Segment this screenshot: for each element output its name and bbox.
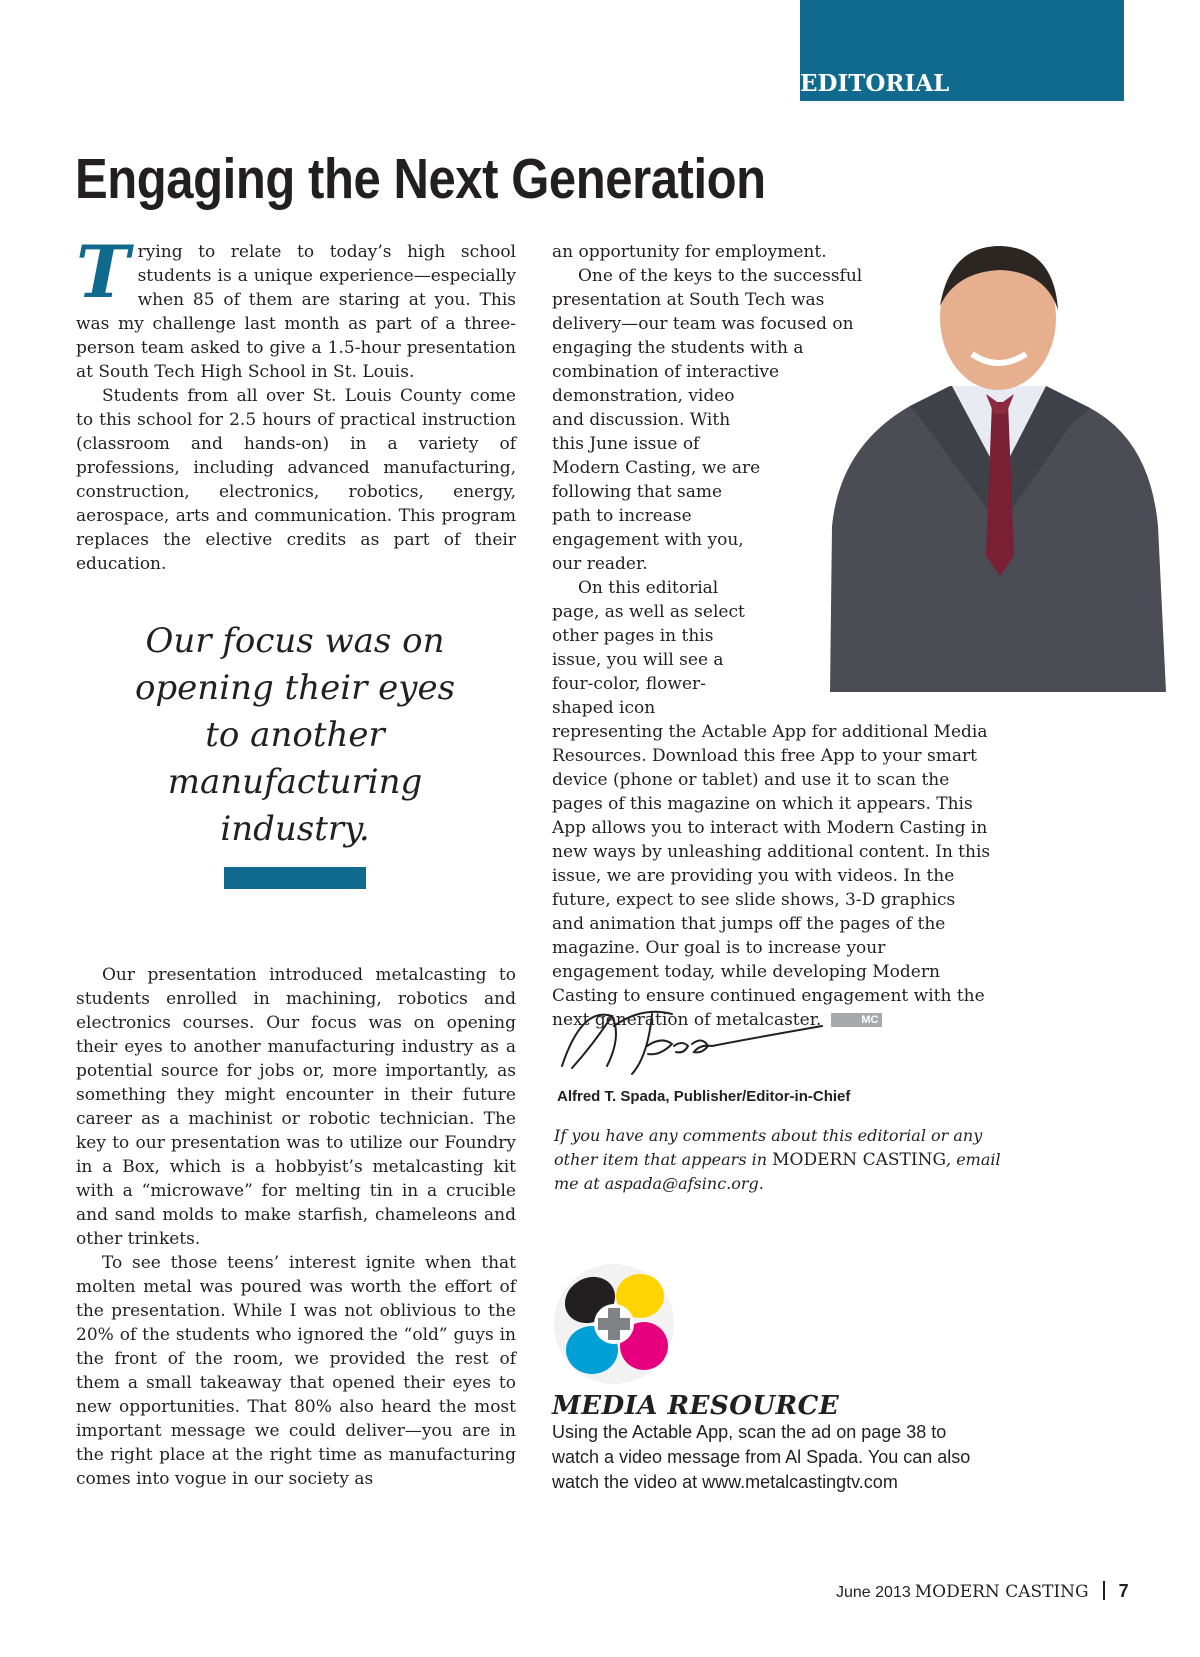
paragraph-6 <box>552 264 992 576</box>
end-mark-badge: MC <box>831 1013 882 1027</box>
comment-note <box>554 1124 1014 1196</box>
comment-magazine: MODERN CASTING <box>772 1150 947 1170</box>
comment-text-2: , email me at aspada@afsinc.org. <box>554 1150 1001 1193</box>
pull-quote: Our focus was on opening their eyes to another manufacturing industry. <box>134 621 456 849</box>
actable-app-icon <box>552 1262 676 1386</box>
column-1-bottom <box>76 963 516 1491</box>
comment-text-1: If you have any comments about this editorial or any other item that appears in <box>554 1126 983 1169</box>
paragraph-5: an opportunity for employment. <box>552 242 827 262</box>
paragraph-7-text: On this editorial page, as well as select other pages in this issue, you will see a four-color, flower-shaped icon representing the Actable App for additional Media Resources. Download this free App to your smart device (phone or tablet) and use it to scan the pages of this magazine on which it appears. This App allows you to interact with Modern Casting in new ways by unleashing additional content. In this issue, we are providing you with videos. In the future, expect to see slide shows, 3-D graphics and animation that jumps off the pages of the magazine. Our goal is to increase your engagement today, while developing Modern Casting to ensure continued engagement with the next generation of metalcaster. <box>552 578 991 1030</box>
column-1-top <box>76 229 516 576</box>
footer-magazine: MODERN CASTING <box>914 1582 1089 1602</box>
page-number: 7 <box>1118 1581 1129 1601</box>
column-2 <box>552 240 992 1032</box>
paragraph-1-text: rying to relate to today’s high school students is a unique experience—especially when 85 of them are staring at you. This was my challenge last month as part of a three-person team asked to give a 1.5-hour presentation at South Tech High School in St. Louis. <box>76 242 516 382</box>
paragraph-1 <box>76 229 516 384</box>
signature-image <box>552 996 832 1082</box>
section-label: EDITORIAL <box>800 70 950 97</box>
page-footer <box>836 1581 1129 1602</box>
paragraph-4: To see those teens’ interest ignite when that molten metal was poured was worth the effort of the presentation. While I was not oblivious to the 20% of the students who ignored the “old” guys in the front of the room, we provided the rest of them a small takeaway that opened their eyes to new opportunities. That 80% also heard the most important message we could deliver—you are in the right place at the right time as manufacturing comes into vogue in our society as <box>76 1253 516 1489</box>
pull-quote-bar <box>224 867 366 889</box>
paragraph-6-text: One of the keys to the successful presentation at South Tech was delivery—our team was focused on engaging the students with a combination of interactive demonstration, video and discussion. With this June issue of Modern Casting, we are following that same path to increase engagement with you, our reader. <box>552 266 863 574</box>
drop-cap: T <box>76 229 130 314</box>
paragraph-2: Students from all over St. Louis County come to this school for 2.5 hours of practical instruction (classroom and hands-on) in a variety of professions, including advanced manufacturing, construction, electronics, robotics, energy, aerospace, arts and communication. This program replaces the elective credits as part of their education. <box>76 386 516 574</box>
media-resource-title: MEDIA RESOURCE <box>552 1391 840 1421</box>
article-title: Engaging the Next Generation <box>75 147 766 211</box>
footer-date: June 2013 <box>836 1584 911 1601</box>
paragraph-3: Our presentation introduced metalcasting to students enrolled in machining, robotics and electronics courses. Our focus was on opening their eyes to another manufacturing industry as a potential source for jobs or, more importantly, as something they might encounter in their future career as a machinist or robotic technician. The key to our presentation was to utilize our Foundry in a Box, which is a hobbyist’s metalcasting kit with a “microwave” for melting tin in a crucible and sand molds to make starfish, chameleons and other trinkets. <box>76 965 516 1249</box>
author-name: Alfred T. Spada, Publisher/Editor-in-Chief <box>557 1088 851 1105</box>
footer-separator <box>1103 1581 1105 1600</box>
media-resource-text: Using the Actable App, scan the ad on page 38 to watch a video message from Al Spada. You can also watch the video at www.metalcastingtv.com <box>552 1422 971 1492</box>
